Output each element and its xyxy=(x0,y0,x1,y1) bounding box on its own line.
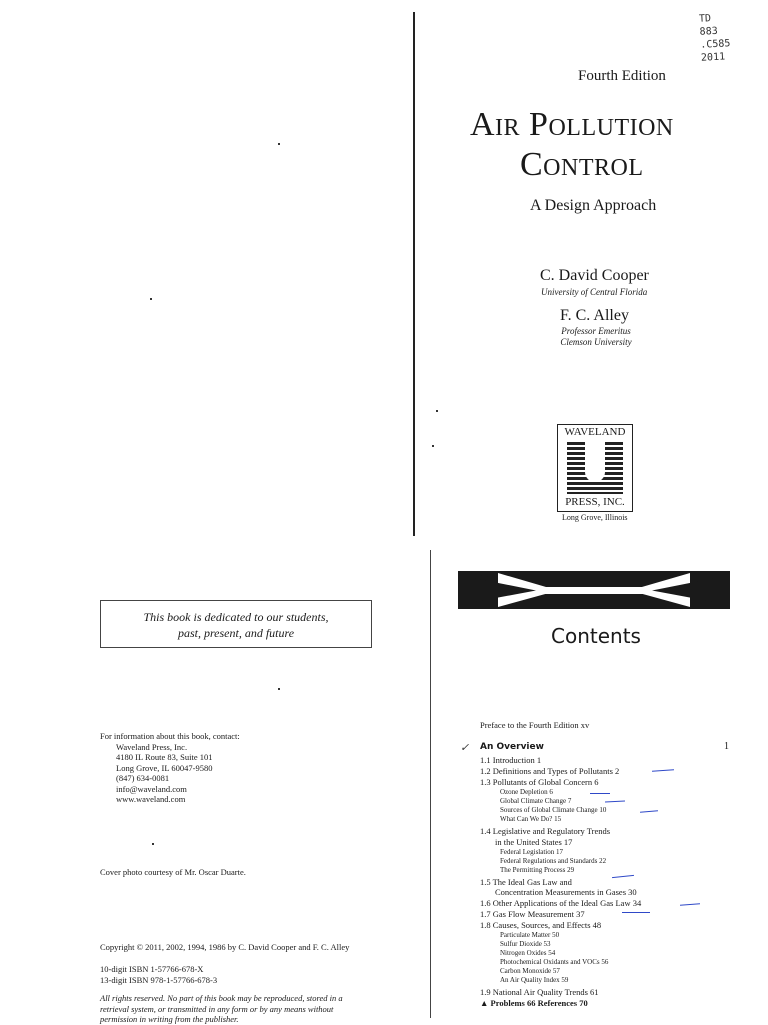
toc-subentry: What Can We Do? 15 xyxy=(500,815,562,823)
toc-entry: 1.1 Introduction 1 xyxy=(480,755,542,765)
toc-subentry: Nitrogen Oxides 54 xyxy=(500,949,556,957)
page-gutter-line-lower xyxy=(430,550,431,1018)
scan-speck xyxy=(150,298,152,300)
dedication-box: This book is dedicated to our students, past, present, and future xyxy=(100,600,372,648)
pen-mark xyxy=(622,912,650,913)
toc-subentry: An Air Quality Index 59 xyxy=(500,976,569,984)
scan-speck xyxy=(432,445,434,447)
toc-subentry: Ozone Depletion 6 xyxy=(500,788,553,796)
author-affiliation: Professor Emeritus Clemson University xyxy=(560,326,632,347)
toc-subentry: Sulfur Dioxide 53 xyxy=(500,940,551,948)
toc-chapter-page: 1 xyxy=(724,741,729,752)
toc-entry: 1.5 The Ideal Gas Law and xyxy=(480,877,572,887)
scan-speck xyxy=(152,843,154,845)
publisher-logo xyxy=(557,424,633,512)
toc-entry: 1.2 Definitions and Types of Pollutants 2 xyxy=(480,766,620,776)
toc-subentry: Photochemical Oxidants and VOCs 56 xyxy=(500,958,609,966)
scan-speck xyxy=(278,688,280,690)
toc-problems-references: ▲ Problems 66 References 70 xyxy=(480,998,588,1008)
toc-subentry: Federal Regulations and Standards 22 xyxy=(500,857,607,865)
isbn-block: 10-digit ISBN 1-57766-678-X 13-digit ISBN 978-1-57766-678-3 xyxy=(100,964,218,985)
author-name: F. C. Alley xyxy=(560,307,629,324)
toc-subentry: Global Climate Change 7 xyxy=(500,797,572,805)
pen-mark xyxy=(640,810,658,813)
author-affiliation: University of Central Florida xyxy=(541,287,648,297)
toc-subentry: The Permitting Process 29 xyxy=(500,866,575,874)
contact-block: For information about this book, contact: Waveland Press, Inc. 4180 IL Route 83, Suite 101 Long Grove, IL 60047-9580 (847) 634-0081 info@waveland.com www.waveland.com xyxy=(100,731,240,804)
pen-mark xyxy=(590,793,610,794)
toc-entry-continued: in the United States 17 xyxy=(495,837,573,847)
scan-speck xyxy=(436,410,438,412)
pen-mark xyxy=(652,769,674,772)
scan-speck xyxy=(278,143,280,145)
cover-credit: Cover photo courtesy of Mr. Oscar Duarte. xyxy=(100,867,246,877)
handwritten-call-number: TD 883 .C585 2011 xyxy=(698,13,731,64)
publisher-logo-bottom-text: PRESS, INC. xyxy=(565,496,625,508)
copyright-line: Copyright © 2011, 2002, 1994, 1986 by C. David Cooper and F. C. Alley xyxy=(100,942,350,952)
rights-notice: All rights reserved. No part of this book may be reproduced, stored in a retrieval system, or transmitted in any form or by any means without permission in writing from the publisher. xyxy=(100,993,343,1024)
check-mark-icon: ✓ xyxy=(460,742,470,754)
toc-chapter-title: An Overview xyxy=(480,742,544,752)
page-gutter-line xyxy=(413,12,415,536)
toc-entry-continued: Concentration Measurements in Gases 30 xyxy=(495,887,637,897)
toc-entry: 1.3 Pollutants of Global Concern 6 xyxy=(480,777,599,787)
publisher-logo-top-text: WAVELAND xyxy=(564,426,626,438)
toc-subentry: Federal Legislation 17 xyxy=(500,848,563,856)
author-name: C. David Cooper xyxy=(540,267,649,284)
toc-entry: 1.4 Legislative and Regulatory Trends xyxy=(480,826,611,836)
pen-mark xyxy=(612,875,634,878)
pen-mark xyxy=(605,800,625,802)
publisher-location: Long Grove, Illinois xyxy=(562,513,628,522)
toc-entry: 1.6 Other Applications of the Ideal Gas Law 34 xyxy=(480,898,642,908)
toc-entry: 1.7 Gas Flow Measurement 37 xyxy=(480,909,585,919)
toc-entry: 1.9 National Air Quality Trends 61 xyxy=(480,987,599,997)
publisher-logo-notch xyxy=(585,442,605,482)
edition-label: Fourth Edition xyxy=(578,68,666,84)
toc-subentry: Particulate Matter 50 xyxy=(500,931,560,939)
toc-preface: Preface to the Fourth Edition xv xyxy=(480,720,590,730)
book-title-line2: Control xyxy=(520,146,644,183)
book-title-line1: Air Pollution xyxy=(470,106,674,143)
pen-mark xyxy=(680,903,700,905)
toc-subentry: Sources of Global Climate Change 10 xyxy=(500,806,607,814)
contents-heading: Contents xyxy=(551,624,641,648)
book-subtitle: A Design Approach xyxy=(530,197,657,214)
contents-banner xyxy=(458,571,730,609)
toc-entry: 1.8 Causes, Sources, and Effects 48 xyxy=(480,920,602,930)
toc-subentry: Carbon Monoxide 57 xyxy=(500,967,560,975)
